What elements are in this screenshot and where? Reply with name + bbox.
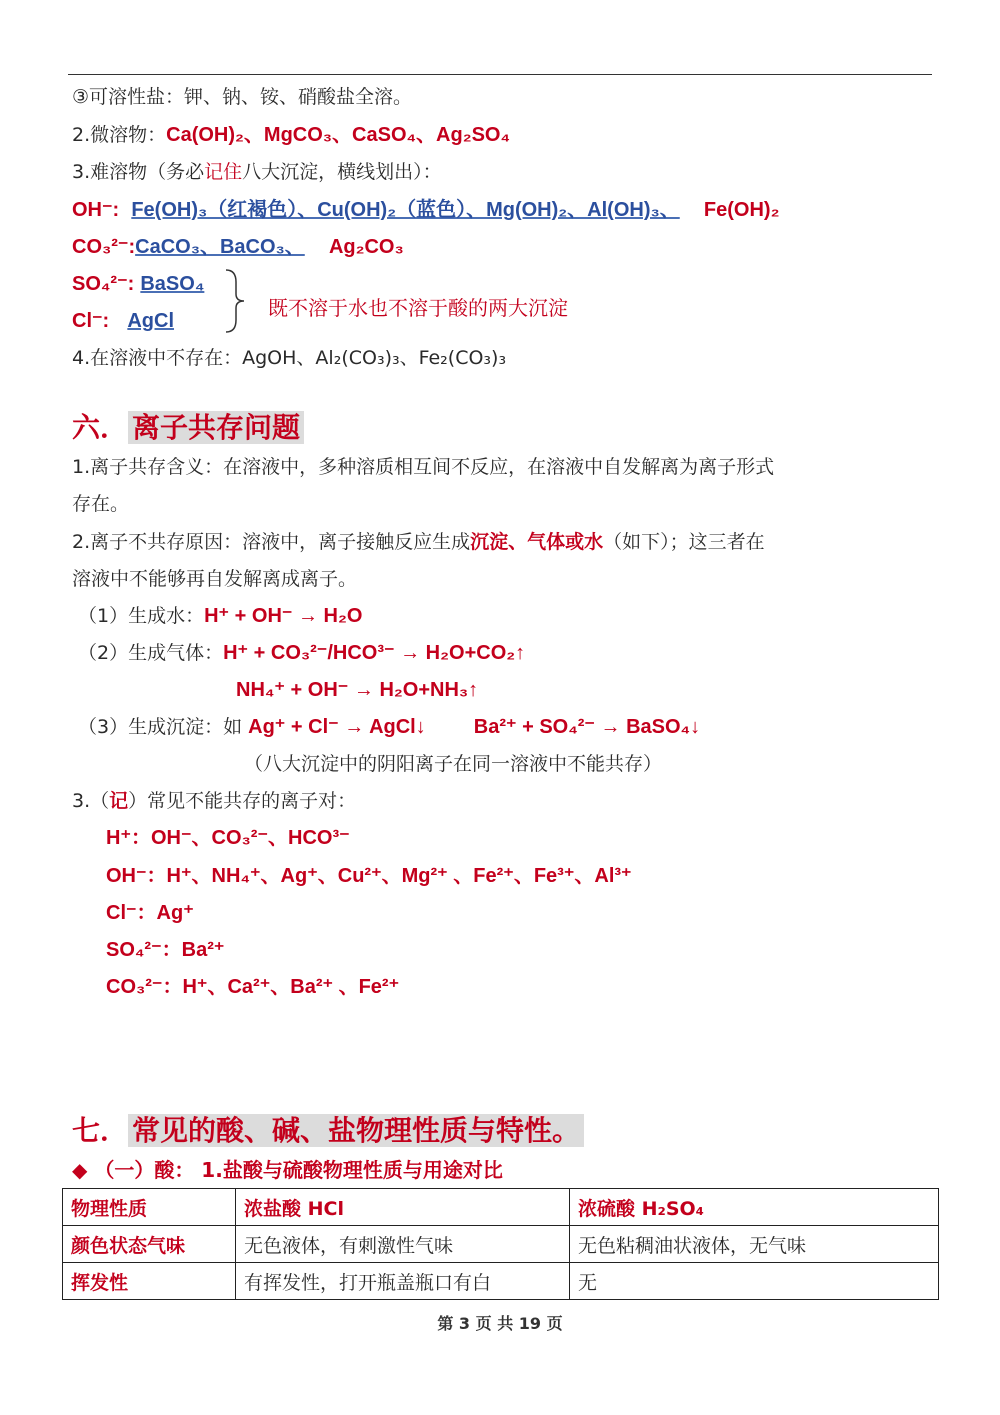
slightly-soluble-line xyxy=(72,122,510,148)
text: 八大沉淀，横线划出）： xyxy=(242,161,442,183)
section7-heading xyxy=(72,1113,584,1149)
cell: 无色粘稠油状液体，无气味 xyxy=(570,1226,939,1263)
text: 3.难溶物（务必 xyxy=(72,161,205,183)
subheading: ◆ （一）酸： 1.盐酸与硫酸物理性质与用途对比 xyxy=(72,1158,503,1182)
top-rule xyxy=(68,74,932,75)
label: （1）生成水： xyxy=(78,605,205,627)
header-cell: 浓盐酸 HCl xyxy=(236,1189,570,1226)
equation: H⁺ + CO₃²⁻/HCO³⁻ → H₂O+CO₂↑ xyxy=(223,642,526,664)
paragraph: 溶液中不能够再自发解离成离子。 xyxy=(72,568,358,590)
note: 既不溶于水也不溶于酸的两大沉淀 xyxy=(268,296,568,320)
so4-precipitates xyxy=(72,271,204,297)
soluble-salts-line: ③可溶性盐：钾、钠、铵、硝酸盐全溶。 xyxy=(72,86,413,108)
precipitates: AgCl xyxy=(127,310,175,332)
ion: CO₃²⁻: xyxy=(72,236,136,258)
equation: Ba²⁺ + SO₄²⁻ → BaSO₄↓ xyxy=(473,716,701,738)
section6-heading xyxy=(72,410,304,446)
ion: SO₄²⁻: xyxy=(72,273,135,295)
label: 2.微溶物： xyxy=(72,124,167,146)
ion: OH⁻: xyxy=(72,199,120,221)
co3-precipitates xyxy=(72,234,404,260)
water-line xyxy=(78,603,362,629)
label: （3）生成沉淀：如 xyxy=(78,716,249,738)
brace-icon xyxy=(222,268,252,334)
precipitates: CaCO₃、BaCO₃、 xyxy=(135,236,305,258)
cell: 无色液体，有刺激性气味 xyxy=(236,1226,570,1263)
not-exist-line: 4.在溶液中不存在：AgOH、Al₂(CO₃)₃、Fe₂(CO₃)₃ xyxy=(72,347,507,369)
formula-list: Ca(OH)₂、MgCO₃、CaSO₄、Ag₂SO₄ xyxy=(166,124,511,146)
ion-pair: OH⁻：H⁺、NH₄⁺、Ag⁺、Cu²⁺、Mg²⁺ 、Fe²⁺、Fe³⁺、Al³⁺ xyxy=(106,865,632,887)
gas-line-2 xyxy=(236,677,478,703)
table-row xyxy=(63,1226,939,1263)
equation: NH₄⁺ + OH⁻ → H₂O+NH₃↑ xyxy=(236,679,479,701)
note: （八大沉淀中的阴阳离子在同一溶液中不能共存） xyxy=(244,753,663,775)
number: 六． xyxy=(72,411,129,444)
ion-pair: H⁺：OH⁻、CO₃²⁻、HCO³⁻ xyxy=(106,827,350,849)
highlight: 记 xyxy=(109,790,129,812)
equation: H⁺ + OH⁻ → H₂O xyxy=(204,605,363,627)
text: 3.（ xyxy=(72,790,110,812)
ion-pair: Cl⁻：Ag⁺ xyxy=(106,902,194,924)
extra: Ag₂CO₃ xyxy=(328,236,404,258)
highlight: 沉淀、气体或水 xyxy=(470,531,604,553)
acid-comparison-table xyxy=(62,1188,939,1300)
ion-pair: CO₃²⁻：H⁺、Ca²⁺、Ba²⁺ 、Fe²⁺ xyxy=(106,976,400,998)
ion-pair: SO₄²⁻：Ba²⁺ xyxy=(106,939,225,961)
table-header-row xyxy=(63,1189,939,1226)
paragraph: 1.离子共存含义：在溶液中，多种溶质相互间不反应，在溶液中自发解离为离子形式 xyxy=(72,456,775,478)
cl-precipitates xyxy=(72,308,174,334)
page-number: 第 3 页 共 19 页 xyxy=(437,1314,563,1333)
header-cell: 浓硫酸 H₂SO₄ xyxy=(570,1189,939,1226)
paragraph xyxy=(72,529,765,555)
pairs-title xyxy=(72,788,356,814)
row-label: 颜色状态气味 xyxy=(63,1226,236,1263)
paragraph: 存在。 xyxy=(72,493,130,515)
text: 2.离子不共存原因：溶液中，离子接触反应生成 xyxy=(72,531,471,553)
cell: 无 xyxy=(570,1263,939,1300)
brace-note xyxy=(268,295,568,322)
header-cell: 物理性质 xyxy=(63,1189,236,1226)
ion: Cl⁻: xyxy=(72,310,110,332)
title: 常见的酸、碱、盐物理性质与特性。 xyxy=(128,1114,584,1147)
highlight: 记住 xyxy=(204,161,243,183)
text: （如下）；这三者在 xyxy=(603,531,765,553)
label: （2）生成气体： xyxy=(78,642,224,664)
gas-line xyxy=(78,640,525,666)
number: 七． xyxy=(72,1114,129,1147)
row-label: 挥发性 xyxy=(63,1263,236,1300)
title: 离子共存问题 xyxy=(128,411,304,444)
precip-line xyxy=(78,714,700,740)
oh-precipitates xyxy=(72,197,779,223)
text: ）常见不能共存的离子对： xyxy=(128,790,357,812)
cell: 有挥发性，打开瓶盖瓶口有白 xyxy=(236,1263,570,1300)
precipitates: BaSO₄ xyxy=(140,273,205,295)
insoluble-title xyxy=(72,159,442,185)
table-row xyxy=(63,1263,939,1300)
extra: Fe(OH)₂ xyxy=(703,199,780,221)
precipitates: Fe(OH)₃（红褐色）、Cu(OH)₂（蓝色）、Mg(OH)₂、Al(OH)₃、 xyxy=(131,199,680,221)
equation: Ag⁺ + Cl⁻ → AgCl↓ xyxy=(248,716,426,738)
